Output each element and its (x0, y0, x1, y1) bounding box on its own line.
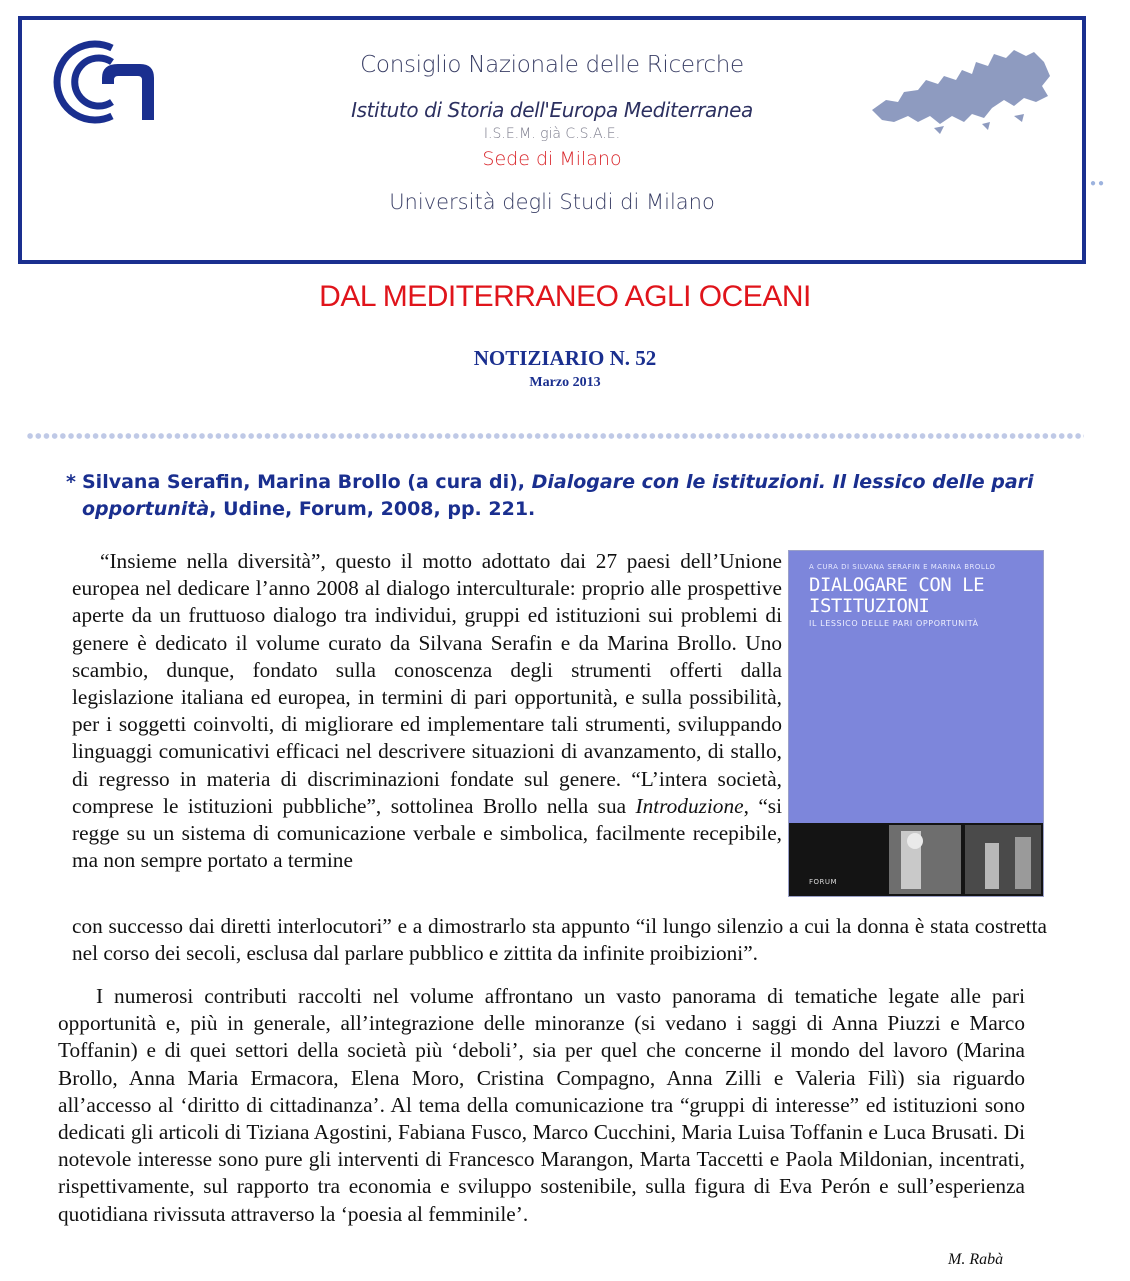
issue-number: NOTIZIARIO N. 52 (473, 346, 657, 370)
paragraph-1-italic: Introduzione (635, 793, 744, 818)
issue-date: Marzo 2013 (529, 375, 601, 390)
newsletter-title: DAL MEDITERRANEO AGLI OCEANI (319, 280, 811, 313)
header-frame (18, 16, 1086, 264)
dotted-divider (26, 432, 1084, 440)
mediterranean-map-icon (864, 40, 1054, 140)
paragraph-1-rest: , “si regge su un sistema di comunicazione verbale e simbolica, facilmente recepibile, ma non sempre portato a termine (72, 793, 782, 873)
institute-acronym: I.S.E.M. già C.S.A.E. (483, 126, 621, 142)
paragraph-1-text: “Insieme nella diversità”, questo il motto adottato dai 27 paesi dell’Unione europea nel dedicare l’anno 2008 al dialogo interculturale: proprio alle prospettive aperte da un fruttuoso dialogo tra individui, gruppi ed istituzioni sui problemi di genere è dedicato il volume curato da Silvana Serafin e da Marina Brollo. Uno scambio, dunque, fondato sulla conoscenza degli strumenti offerti dalla legislazione italiana ed europea, in termini di pari opportunità, e sulla possibilità, per i soggetti coinvolti, di migliorare ed implementare tali strumenti, sviluppando linguaggi comunicativi efficaci nel descrivere situazioni di avanzamento, di stallo, di regresso in materia di discriminazioni fondate sul genere. “L’intera società, comprese le istituzioni pubbliche”, sottolinea Brollo nella sua (72, 549, 782, 818)
decorative-dots: ●● (1090, 178, 1107, 189)
cover-editors: A CURA DI SILVANA SERAFIN E MARINA BROLLO (809, 563, 996, 571)
book-citation (66, 469, 1056, 523)
review-paragraph-1 (72, 548, 782, 874)
citation-publication: , Udine, Forum, 2008, pp. 221. (209, 498, 536, 520)
cover-publisher: FORUM (809, 878, 838, 886)
author-byline: M. Rabà (948, 1251, 1004, 1268)
institution-name: Consiglio Nazionale delle Ricerche (360, 52, 744, 78)
review-paragraph-1-continued: con successo dai diretti interlocutori” e a dimostrarlo sta appunto “il lungo silenzio a cui la donna è stata costretta nel corso dei secoli, esclusa dal parlare pubblico e zittita da infinite proibizioni”. (72, 914, 1047, 966)
institute-name: Istituto di Storia dell'Europa Mediterranea (351, 98, 753, 122)
book-cover-image (788, 550, 1044, 897)
office-location: Sede di Milano (482, 148, 622, 170)
cover-subtitle: IL LESSICO DELLE PARI OPPORTUNITÀ (809, 619, 979, 628)
university-name: Università degli Studi di Milano (389, 190, 715, 214)
citation-book-title: Dialogare con le istituzioni. Il lessico delle pari opportunità (82, 471, 1034, 520)
review-paragraph-2: I numerosi contributi raccolti nel volume affrontano un vasto panorama di tematiche legate alle pari opportunità e, più in generale, all’integrazione delle minoranze (si vedano i saggi di Anna Piuzzi e Marco Toffanin) e di quei settori della società più ‘deboli’, sia per quel che concerne il mondo del lavoro (Marina Brollo, Anna Maria Ermacora, Elena Moro, Cristina Compagno, Anna Zilli e Valeria Filì) sia riguardo all’accesso al ‘diritto di cittadinanza’. Al tema della comunicazione tra “gruppi di interesse” ed istituzioni sono dedicati gli articoli di Tiziana Agostini, Fabiana Fusco, Marco Cucchini, Maria Luisa Toffanin e Luca Brusati. Di notevole interesse sono pure gli interventi di Francesco Marangon, Marta Taccetti e Paola Mildonian, incentrati, rispettivamente, sul rapporto tra economia e sviluppo sostenibile, sulla figura di Eva Perón e sull’esperienza quotidiana rivissuta attraverso la ‘poesia al femminile’. (58, 984, 1025, 1226)
cover-title: DIALOGARE CON LE ISTITUZIONI (809, 574, 985, 617)
citation-authors: Silvana Serafin, Marina Brollo (a cura di), (82, 471, 525, 493)
bullet-star: * (66, 471, 76, 493)
